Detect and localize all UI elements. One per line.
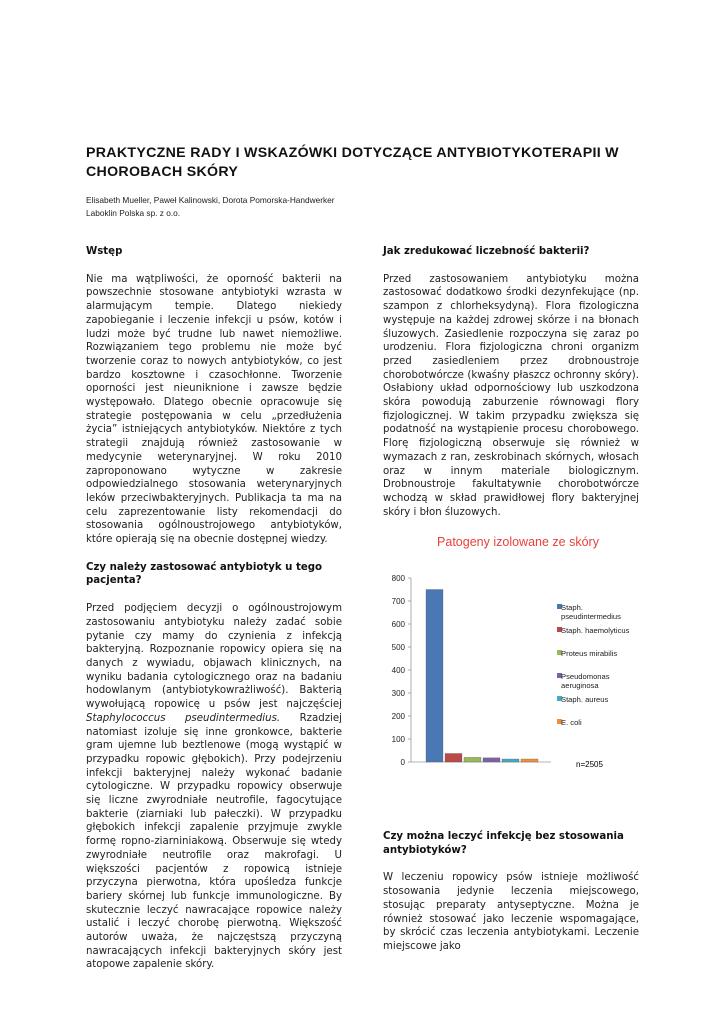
section-text-czy-nalezy	[86, 602, 342, 972]
section-text-wstep: Nie ma wątpliwości, że oporność bakterii na powszechnie stosowane antybiotyki wzrasta w alarmującym tempie. Dlatego niekiedy zapobieganie i leczenie infekcji u psów, kotów i ludzi może być trudne lub nawet niemożliwe. Rozwiązaniem tego problemu nie może być tworzenie coraz to nowych antybiotyków, co jest bardzo kosztowne i czasochłonne. Tworzenie oporności jest nieuniknione i zawsze będzie występowało. Dlatego obecnie opracowuje się strategie postępowania w celu „przedłużenia życia” istniejących antybiotyków. Niektóre z tych strategii znajdują również zastosowanie w medycynie weterynaryjnej. W roku 2010 zaproponowano wytyczne w zakresie odpowiedzialnego stosowania weterynaryjnych leków przeciwbakteryjnych. Publikacja ta ma na celu zaprezentowanie listy rekomendacji do stosowania ogólnoustrojowego antybiotyków, które opierają się na obecnie dostępnej wiedzy.	[86, 273, 342, 546]
section-text-czy-mozna: W leczeniu ropowicy psów istnieje możliwość stosowania jedynie leczenia miejscowego, stosując preparaty antyseptyczne. Można je również stosować jako leczenie wspomagające, by skrócić czas leczenia antybiotykami. Leczenie miejscowe jako	[383, 872, 639, 952]
bar	[483, 758, 500, 762]
author-block	[86, 194, 335, 220]
bar	[521, 759, 538, 762]
y-tick-label: 400	[391, 666, 405, 675]
bar	[445, 753, 462, 762]
affiliation: Laboklin Polska sp. z o.o.	[86, 208, 181, 218]
y-tick-label: 200	[391, 712, 405, 721]
section-heading-jak-zredukowac: Jak zredukować liczebność bakterii?	[383, 246, 590, 257]
left-column	[86, 245, 342, 986]
section-heading-czy-nalezy: Czy należy zastosować antybiotyk u tego pacjenta?	[86, 561, 323, 587]
y-tick-label: 600	[391, 620, 405, 629]
right-column-top	[383, 245, 639, 533]
right-column-bottom	[383, 830, 639, 968]
chart-svg	[383, 532, 651, 772]
species-name: Staphylococcus pseudintermedius.	[86, 712, 281, 724]
legend-label: Staph. pseudintermedius	[561, 603, 621, 621]
y-tick-label: 500	[391, 643, 405, 652]
legend-label: Proteus mirabilis	[561, 649, 618, 658]
section-heading-czy-mozna: Czy można leczyć infekcję bez stosowania antybiotyków?	[383, 831, 624, 856]
pathogen-chart	[383, 532, 651, 772]
legend-label: E. coli	[561, 718, 582, 727]
y-tick-label: 700	[391, 597, 405, 606]
text-part-2: Rzadziej natomiast izoluje się inne gronkowce, bakterie gram ujemne lub beztlenowe (mogą wystąpić w przypadku ropowic głębokich). Przy podejrzeniu infekcji bakteryjnej należy wykonać badanie cytologiczne. W przypadku ropowicy obserwuje się liczne zwyrodniałe neutrofile, fagocytujące bakterie (ziarniaki lub pałeczki). W przypadku głębokich infekcji zapalenie przyjmuje zwykle formę ropno-ziarniniakową. Obserwuje się wtedy zwyrodniałe neutrofile oraz makrofagi. U większości pacjentów z ropowicą istnieje przyczyna pierwotna, która upośledza funkcje bariery skórnej lub funkcje immunologiczne. By skutecznie leczyć nawracające ropowice należy ustalić i leczyć chorobę pierwotną. Większość autorów uważa, że najczęstszą przyczyną nawracających infekcji bakteryjnych skóry jest atopowe zapalenie skóry.	[86, 712, 342, 971]
text-part-1: Przed podjęciem decyzji o ogólnoustrojowym zastosowaniu antybiotyku należy zadać sobie pytanie czy mamy do czynienia z infekcją bakteryjną. Rozpoznanie ropowicy opiera się na danych z wywiadu, objawach klinicznych, na wyniku badania cytologicznego oraz na badaniu hodowlanym (antybiotykowrażliwość). Bakterią wywołującą ropowicę u psów jest najczęściej	[86, 603, 342, 711]
y-tick-label: 0	[400, 758, 405, 767]
chart-annotation: n=2505	[576, 760, 603, 769]
chart-bars	[426, 590, 538, 763]
y-tick-label: 800	[391, 574, 405, 583]
legend-label: Pseudomonas aeruginosa	[561, 672, 610, 690]
section-text-jak-zredukowac: Przed zastosowaniem antybiotyku można zastosować dodatkowo środki dezynfekujące (np. szampon z chlorheksydyną). Flora fizologiczna występuje na każdej zdrowej skórze i na błonach śluzowych. Zasiedlenie rozpoczyna się zaraz po urodzeniu. Flora fizjologiczna chroni organizm przed zasiedleniem przez drobnoustroje chorobotwórcze (kwaśny płaszcz ochronny skóry). Osłabiony układ odpornościowy lub uszkodzona skóra powodują zaburzenie równowagi flory fizjologicznej. W takim przypadku zwiększa się podatność na wystąpienie procesu chorobowego. Florę fizjologiczną obserwuje się również w wymazach z ran, zeskrobinach skórnych, włosach oraz w innym materiale biologicznym. Drobnoustroje fakultatywnie chorobotwórcze wchodzą w skład prawidłowej flory bakteryjnej skóry i błon śluzowych.	[383, 273, 639, 518]
chart-y-axis	[392, 574, 551, 767]
chart-title: Patogeny izolowane ze skóry	[437, 535, 599, 549]
chart-legend	[557, 603, 630, 727]
legend-label: Staph. aureus	[561, 695, 609, 704]
authors: Elisabeth Mueller, Paweł Kalinowski, Dorota Pomorska-Handwerker	[86, 195, 335, 205]
bar	[502, 759, 519, 762]
y-tick-label: 100	[391, 735, 405, 744]
section-heading-wstep: Wstęp	[86, 246, 123, 257]
paper-title: PRAKTYCZNE RADY I WSKAZÓWKI DOTYCZĄCE ANTYBIOTYKOTERAPII W CHOROBACH SKÓRY	[86, 145, 619, 180]
bar	[426, 590, 443, 763]
bar	[464, 757, 481, 762]
y-tick-label: 300	[391, 689, 405, 698]
legend-label: Staph. haemolyticus	[561, 626, 630, 635]
